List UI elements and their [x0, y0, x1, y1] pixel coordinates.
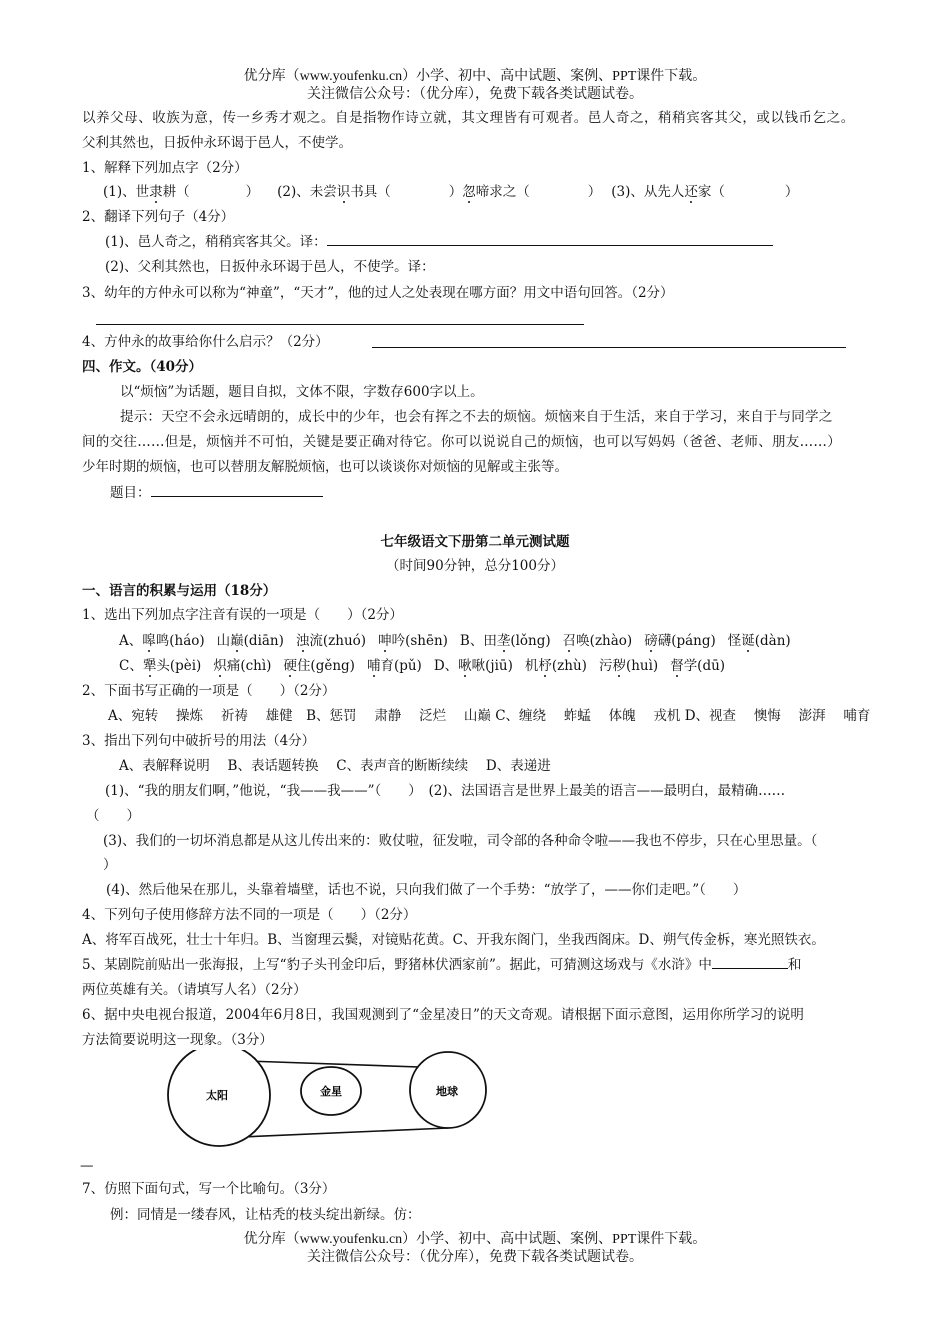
test-q3-sentence-4: (4)、然后他呆在那儿，头靠着墙壁，话也不说，只向我们做了一个手势：“放学了，——你们走吧。”（ ）	[106, 882, 747, 898]
earth-label: 地球	[436, 1085, 458, 1098]
q4-answer-line[interactable]	[372, 334, 846, 348]
test-q4-title: 4、下列句子使用修辞方法不同的一项是（ ）（2分）	[82, 907, 417, 923]
question-1-title: 1、解释下列加点字（2分）	[82, 160, 248, 176]
essay-prompt: 以“烦恼”为话题，题目自拟，文体不限，字数存600字以上。	[120, 384, 484, 400]
test-q3-sentence-1-2: (1)、“我的朋友们啊，”他说，“我——我——”（ ） (2)、法国语言是世界上最美的语言——最明白，最精确……	[105, 783, 786, 799]
test-q1-options-row-1: A、嗥鸣(háo) 山巅(diān) 浊流(zhuó) 呻吟(shēn) B、田垄(lǒng) 召唤(zhào) 磅礴(páng) 怪诞(dàn)	[119, 633, 791, 649]
question-2-title: 2、翻译下列句子（4分）	[82, 209, 235, 225]
q1-item-d-dotted: 还	[684, 184, 698, 200]
q1-item-a-dotted: 隶	[149, 184, 163, 200]
q1-item-b-suffix: 书具（	[350, 184, 391, 200]
q1-item-c-close: ）	[587, 184, 602, 200]
q1-item-c-dotted: 忽	[462, 184, 476, 200]
site-header-line2: 关注微信公众号：（优分库），免费下载各类试题试卷。	[307, 87, 643, 102]
test-q3-sentence-3-close: ）	[103, 857, 117, 873]
test-q5-text: 5、某剧院前贴出一张海报，上写“豹子头刊金印后，野猪林伏洒家前”。据此，可猜测这场戏与《水浒》中	[82, 957, 712, 973]
test-q5-line-1	[82, 954, 801, 976]
passage-line-1: 以养父母、收族为意，传一乡秀才观之。自是指物作诗立就，其文理皆有可观者。邑人奇之，稍稍宾客其父，或以钱币乞之。	[82, 110, 855, 126]
test-q7-title: 7、仿照下面句式，写一个比喻句。（3分）	[82, 1181, 336, 1197]
essay-title-input-line[interactable]	[151, 483, 323, 497]
test-q6-answer-dash: —	[80, 1158, 94, 1174]
test-title: 七年级语文下册第二单元测试题	[380, 534, 570, 550]
section-1-heading: 一、语言的积累与运用（18分）	[82, 583, 277, 599]
sun-label: 太阳	[206, 1089, 228, 1102]
essay-heading: 四、作文。（40分）	[82, 359, 203, 375]
q1-item-b-prefix: (2)、未尝	[277, 184, 337, 200]
essay-tip-line-2: 间的交往……但是，烦恼并不可怕，关键是要正确对待它。你可以说说自己的烦恼，也可以写妈妈（爸爸、老师、朋友……）	[82, 434, 841, 450]
venus-transit-diagram	[160, 1050, 500, 1150]
test-q5-text-end: 和	[787, 957, 802, 973]
test-q7-example: 例：同情是一缕春风，让枯秃的枝头绽出新绿。仿：	[110, 1207, 421, 1223]
site-footer-line1: 优分库（www.youfenku.cn）小学、初中、高中试题、案例、PPT课件下载。	[243, 1232, 707, 1247]
test-q1-options-row-2: C、犟头(pèi) 炽痛(chì) 硬住(gěng) 哺育(pǔ) D、啾啾(jiū) 机杼(zhù) 污秽(huì) 督学(dū)	[119, 658, 726, 674]
test-q6-line-2: 方法简要说明这一现象。（3分）	[82, 1032, 273, 1048]
question-1-items	[103, 181, 798, 203]
essay-tip-line-1: 提示：天空不会永远晴朗的，成长中的少年，也会有挥之不去的烦恼。烦恼来自于生活，来自于学习，来自于与同学之	[120, 409, 833, 425]
q1-item-b-dotted: 识	[336, 184, 351, 200]
q1-item-a-close: ）	[245, 184, 260, 200]
q1-item-c-suffix: 啼求之（	[475, 184, 530, 200]
q1-item-a-suffix: 耕（	[162, 184, 190, 200]
question-4-title: 4、方仲永的故事给你什么启示？（2分）	[82, 334, 329, 350]
test-q5-answer-blank[interactable]	[712, 955, 788, 969]
essay-title-row	[110, 482, 323, 504]
test-subtitle: （时间90分钟，总分100分）	[386, 558, 564, 574]
test-q2-title: 2、下面书写正确的一项是（ ）（2分）	[82, 683, 336, 699]
test-q2-options: A、宛转 操炼 祈祷 雄健 B、惩罚 肃静 泛烂 山巅 C、缠绕 蚱蜢 体魄 戎机 D、视查 懊悔 澎湃 哺育	[108, 708, 871, 724]
q1-item-d-suffix: 家（	[697, 184, 725, 200]
site-header-line1: 优分库（www.youfenku.cn）小学、初中、高中试题、案例、PPT课件下载。	[243, 69, 707, 84]
essay-tip-line-3: 少年时期的烦恼，也可以替朋友解脱烦恼，也可以谈谈你对烦恼的见解或主张等。	[82, 459, 568, 475]
q1-item-b-close: ）	[448, 184, 463, 200]
question-2-sentence-2: (2)、父利其然也，日扳仲永环谒于邑人，不使学。译：	[105, 259, 435, 275]
test-q3-sentence-3: (3)、我们的一切坏消息都是从这儿传出来的：败仗啦，征发啦，司令部的各种命令啦——我也不停步，只在心里思量。（	[103, 833, 818, 849]
test-q5-line-2: 两位英雄有关。（请填写人名）（2分）	[82, 982, 307, 998]
venus-label: 金星	[320, 1085, 342, 1098]
question-3-title: 3、幼年的方仲永可以称为“神童”，“天才”，他的过人之处表现在哪方面？用文中语句回答。（2分）	[82, 285, 674, 301]
test-q1-title: 1、选出下列加点字注音有误的一项是（ ）（2分）	[82, 607, 403, 623]
q2-answer-line-1[interactable]	[327, 232, 773, 246]
test-q6-line-1: 6、据中央电视台报道，2004年6月8日，我国观测到了“金星凌日”的天文奇观。请根据下面示意图，运用你所学习的说明	[82, 1007, 804, 1023]
q3-answer-line[interactable]	[96, 311, 584, 325]
q1-item-a-prefix: (1)、世	[103, 184, 150, 200]
q2-sentence-1-text: (1)、邑人奇之，稍稍宾客其父。译：	[105, 234, 327, 250]
essay-title-label: 题目：	[110, 485, 151, 501]
test-q3-title: 3、指出下列句中破折号的用法（4分）	[82, 733, 316, 749]
question-2-sentence-1	[105, 231, 773, 253]
test-q3-sentence-2-blank: （ ）	[86, 808, 140, 824]
q1-item-d-prefix: (3)、从先人	[611, 184, 685, 200]
test-q4-options: A、将军百战死，壮士十年归。B、当窗理云鬓，对镜贴花黄。C、开我东阁门，坐我西阁床。D、朔气传金柝，寒光照铁衣。	[82, 932, 825, 948]
test-q3-options: A、表解释说明 B、表话题转换 C、表声音的断断续续 D、表递进	[119, 758, 551, 774]
site-footer-line2: 关注微信公众号：（优分库），免费下载各类试题试卷。	[307, 1250, 643, 1265]
passage-line-2: 父利其然也，日扳仲永环谒于邑人，不使学。	[82, 135, 352, 151]
q1-item-d-close: ）	[784, 184, 799, 200]
